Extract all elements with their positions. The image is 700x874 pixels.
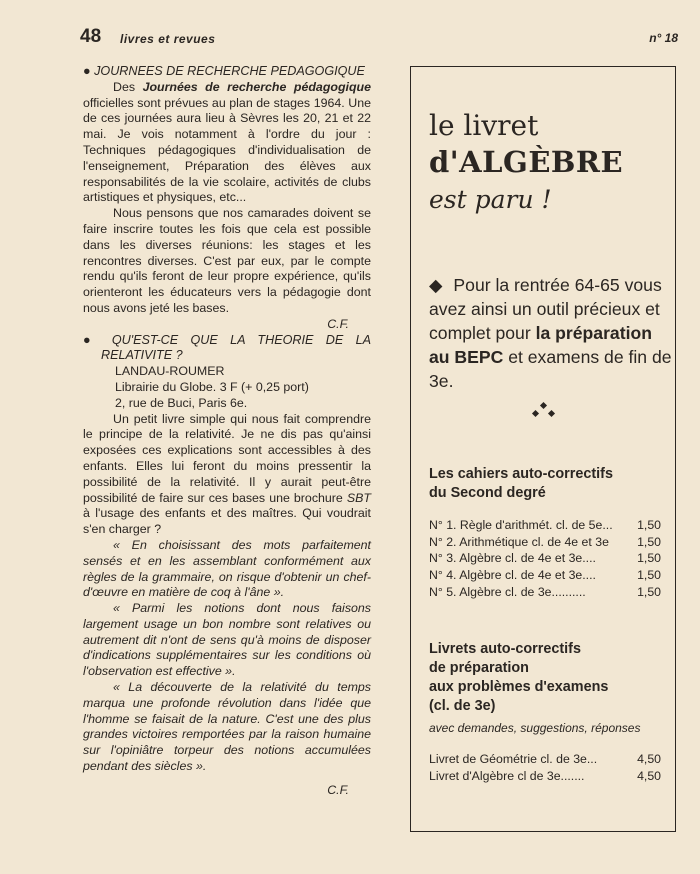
article2-paragraph1: Un petit livre simple qui nous fait comprendre le principe de la relativité. Je ne dis pas qu'ainsi exposées ces explications sont accessibles à des enfants. Elles lui feront du moins pressentir la possibilité de la relativité. Il y aurait peut-être possibilité de faire sur ces bases une brochure SBT à l'usage des enfants et des maîtres. Qui voudrait s'en charger ? [83,411,371,537]
list-item: N° 1. Règle d'arithmét. cl. de 5e... 1,50 [429,518,661,532]
page-number: 48 [80,26,102,47]
article1-heading: ● JOURNEES DE RECHERCHE PEDAGOGIQUE [83,64,365,78]
ad-handwritten-tagline: est paru ! [429,185,552,214]
page-header [80,26,678,50]
section2-list [429,751,661,784]
publication-title: livres et revues [120,32,216,46]
list-item: N° 3. Algèbre cl. de 4e et 3e.... 1,50 [429,551,661,566]
article1-paragraph1: Des Journées de recherche pédagogique officielles sont prévues au plan de stages 1964. Une de ces journées aura lieu à Sèvres les 20, 21 et 22 mai. Je vois notamment à l'ordre du jour : Techniques pédagogiques d'individualisation de l'enseignement, Préparation des élèves aux responsabilités de la vie scolaire, activités de clubs artistiques et physiques, etc... [83,79,371,205]
list-item: Livret de Géométrie cl. de 3e... 4,50 [429,752,661,766]
book-author: LANDAU-ROUMER [115,364,225,379]
list-item: N° 2. Arithmétique cl. de 4e et 3e 1,50 [429,534,661,549]
section1-title: Les cahiers auto-correctifs du Second degré [429,466,613,501]
article1-paragraph2: Nous pensons que nos camarades doivent se faire inscrire toutes les fois que cela est possible dans les diverses réunions: les stages et les rencontres diverses. C'est par eux, par le compte rendu qu'ils feront de leur propre expérience, qu'ils orienteront les éducateurs vers la pédagogie dont nous avons jeté les bases. [83,206,371,315]
section2-subtitle: avec demandes, suggestions, réponses [429,721,641,735]
article2-heading: ● QU'EST-CE QUE LA THEORIE DE LA RELATIVITE ? [83,332,372,363]
ornament-icon [529,401,559,421]
section2-title: Livrets auto-correctifs de préparation aux problèmes d'examens (cl. de 3e) [429,641,609,714]
ad-title-line1: le livret [429,109,539,142]
article2-quote3: « La découverte de la relativité du temps marqua une profonde révolution dans l'idée que l'homme se faisait de la nature. C'est une des plus grandes victoires remportées par la raison humaine sur l'opiniâtre torpeur des notions accumulées pendant des siècles ». [83,680,371,774]
issue-number: n° 18 [649,31,678,45]
article2-quote1: « En choisissant des mots parfaitement sensés et en les assemblant conformément aux règles de la grammaire, on risque d'obtenir un chef-d'œuvre en matière de coq à l'âne ». [83,537,371,600]
list-item: N° 5. Algèbre cl. de 3e.......... 1,50 [429,584,661,599]
ad-intro: ◆ Pour la rentrée 64-65 vous avez ainsi un outil précieux et complet pour la préparation au BEPC et examens de fin de 3e. [429,275,672,391]
list-item: Livret d'Algèbre cl de 3e....... 4,50 [429,768,661,783]
article1-signature: C.F. [327,316,349,331]
bullet-icon: ● [83,64,91,78]
diamond-icon: ◆ [429,275,443,295]
article2-quote2: « Parmi les notions dont nous faisons largement usage un bon nombre sont relatives ou autrement dit n'ont de sens qu'à moins de disposer d'indications supplémentaires sur les conditions où l'observation est effective ». [83,601,371,679]
list-item: N° 4. Algèbre cl. de 4e et 3e.... 1,50 [429,568,661,583]
section1-list [429,517,661,601]
book-publisher: Librairie du Globe. 3 F (+ 0,25 port) [115,379,309,394]
left-column [83,64,371,799]
ad-title-line2: d'ALGÈBRE [429,145,624,179]
book-address: 2, rue de Buci, Paris 6e. [115,395,248,410]
bullet-icon: ● [83,332,100,347]
algebra-ad-box [410,66,676,832]
article2-signature: C.F. [327,782,349,797]
